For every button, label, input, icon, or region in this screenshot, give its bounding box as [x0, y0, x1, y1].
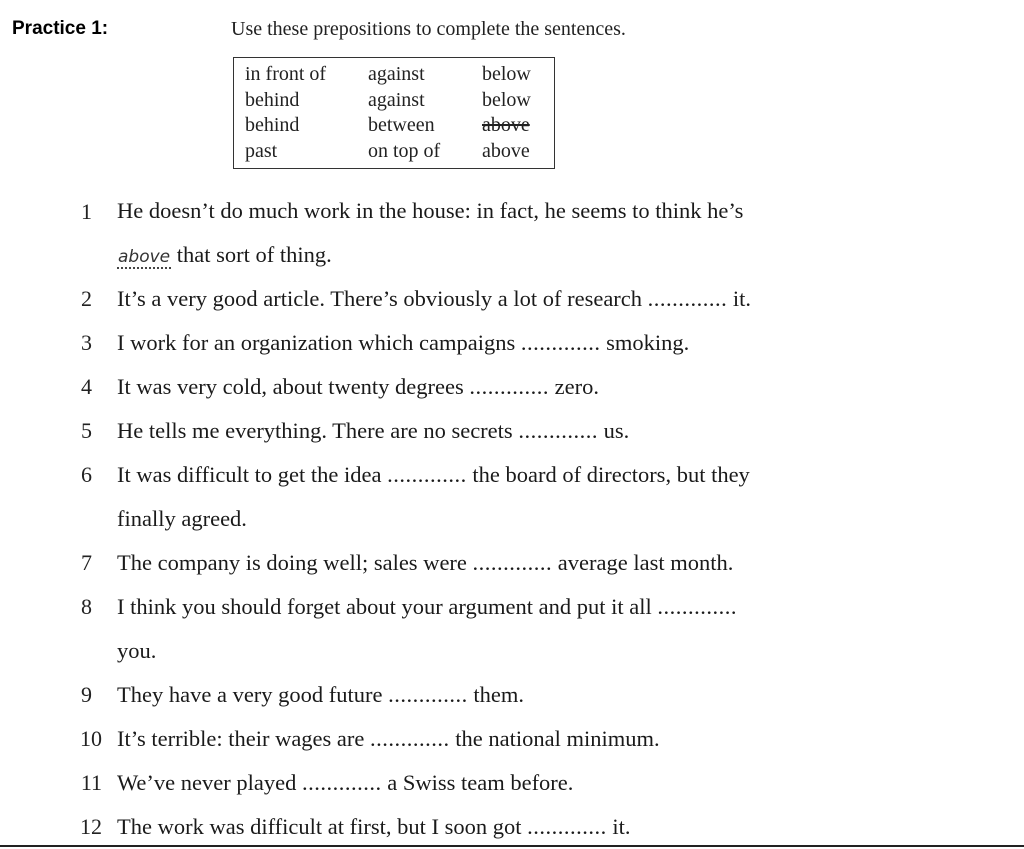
question-text-before: It was difficult to get the idea [117, 462, 388, 487]
question-text-before: I think you should forget about your argument and put it all [117, 594, 658, 619]
question-text [117, 418, 629, 444]
answer-blank: ............. [657, 594, 737, 619]
question-text-before: It was very cold, about twenty degrees [117, 374, 470, 399]
question-number: 11 [80, 770, 102, 795]
answer-blank: ............. [388, 682, 468, 707]
question-number: 3 [81, 330, 92, 355]
question-text-before: They have a very good future [117, 682, 389, 707]
question-text-before: He tells me everything. There are no secrets [117, 418, 519, 443]
question-text [117, 682, 524, 708]
question-text [117, 726, 660, 752]
question-text-after: us. [597, 418, 630, 443]
answer-blank: ............. [472, 550, 553, 575]
question-text-after: the national minimum. [449, 726, 660, 751]
question-text-after: zero. [549, 374, 599, 399]
practice-label: Practice 1: [12, 18, 109, 39]
word-item: below [482, 63, 531, 85]
question-number: 9 [81, 682, 92, 707]
question-text [117, 594, 737, 620]
answer-blank: ............. [520, 330, 601, 355]
question-number: 1 [81, 199, 92, 224]
answer-blank: ............. [370, 726, 450, 751]
question-text-before: It’s a very good article. There’s obviously a lot of research [117, 286, 648, 311]
question-text-before: I work for an organization which campaigns [117, 330, 521, 355]
bottom-divider [0, 845, 1024, 847]
question-number: 12 [80, 814, 102, 839]
question-number: 10 [80, 726, 102, 751]
question-number: 6 [81, 462, 92, 487]
answer-blank: ............. [527, 814, 607, 839]
instruction-text: Use these prepositions to complete the sentences. [231, 18, 626, 40]
question-text-after: average last month. [552, 550, 734, 575]
question-number: 2 [81, 286, 92, 311]
word-item: against [368, 63, 425, 85]
word-item: behind [245, 88, 300, 111]
question-number: 5 [81, 418, 92, 443]
word-item: below [482, 88, 531, 111]
question-text-before: The company is doing well; sales were [117, 550, 473, 575]
question-text-after: them. [467, 682, 525, 707]
question-text-before: The work was difficult at first, but I soon got [117, 814, 528, 839]
question-text-continued: finally agreed. [117, 506, 247, 531]
question-text [117, 814, 631, 840]
question-text-after: smoking. [600, 330, 690, 355]
word-item: behind [245, 114, 300, 137]
handwritten-answer: above [118, 247, 171, 267]
word-item: on top of [368, 140, 441, 163]
question-text: He doesn’t do much work in the house: in fact, he seems to think he’s [117, 198, 744, 223]
answer-blank: ............. [518, 418, 598, 443]
question-text-continued [117, 242, 332, 268]
question-text-continued: you. [117, 638, 157, 663]
word-item: above [482, 140, 530, 163]
question-number: 4 [81, 374, 92, 399]
answer-blank: ............. [647, 286, 728, 311]
question-text-after: it. [606, 814, 631, 839]
question-text-before: It’s terrible: their wages are [117, 726, 371, 751]
answer-blank: ............. [301, 770, 382, 795]
question-text-after: the board of directors, but they [466, 462, 750, 487]
answer-blank: ............. [387, 462, 467, 487]
word-item: past [245, 140, 278, 163]
question-text-after: that sort of thing. [171, 242, 332, 267]
word-item: between [368, 114, 435, 137]
question-text-before: We’ve never played [117, 770, 302, 795]
question-text [117, 462, 750, 488]
question-text [117, 770, 573, 796]
answer-blank: ............. [469, 374, 550, 399]
question-text [117, 286, 751, 312]
question-text [117, 374, 599, 400]
question-text-after: it. [727, 286, 752, 311]
word-item: in front of [245, 63, 327, 85]
question-number: 8 [81, 594, 92, 619]
question-number: 7 [81, 550, 92, 575]
question-text [117, 550, 733, 576]
word-item-crossed-out: above [482, 114, 530, 137]
question-text-after: a Swiss team before. [381, 770, 574, 795]
question-text [117, 330, 689, 356]
word-item: against [368, 88, 425, 111]
